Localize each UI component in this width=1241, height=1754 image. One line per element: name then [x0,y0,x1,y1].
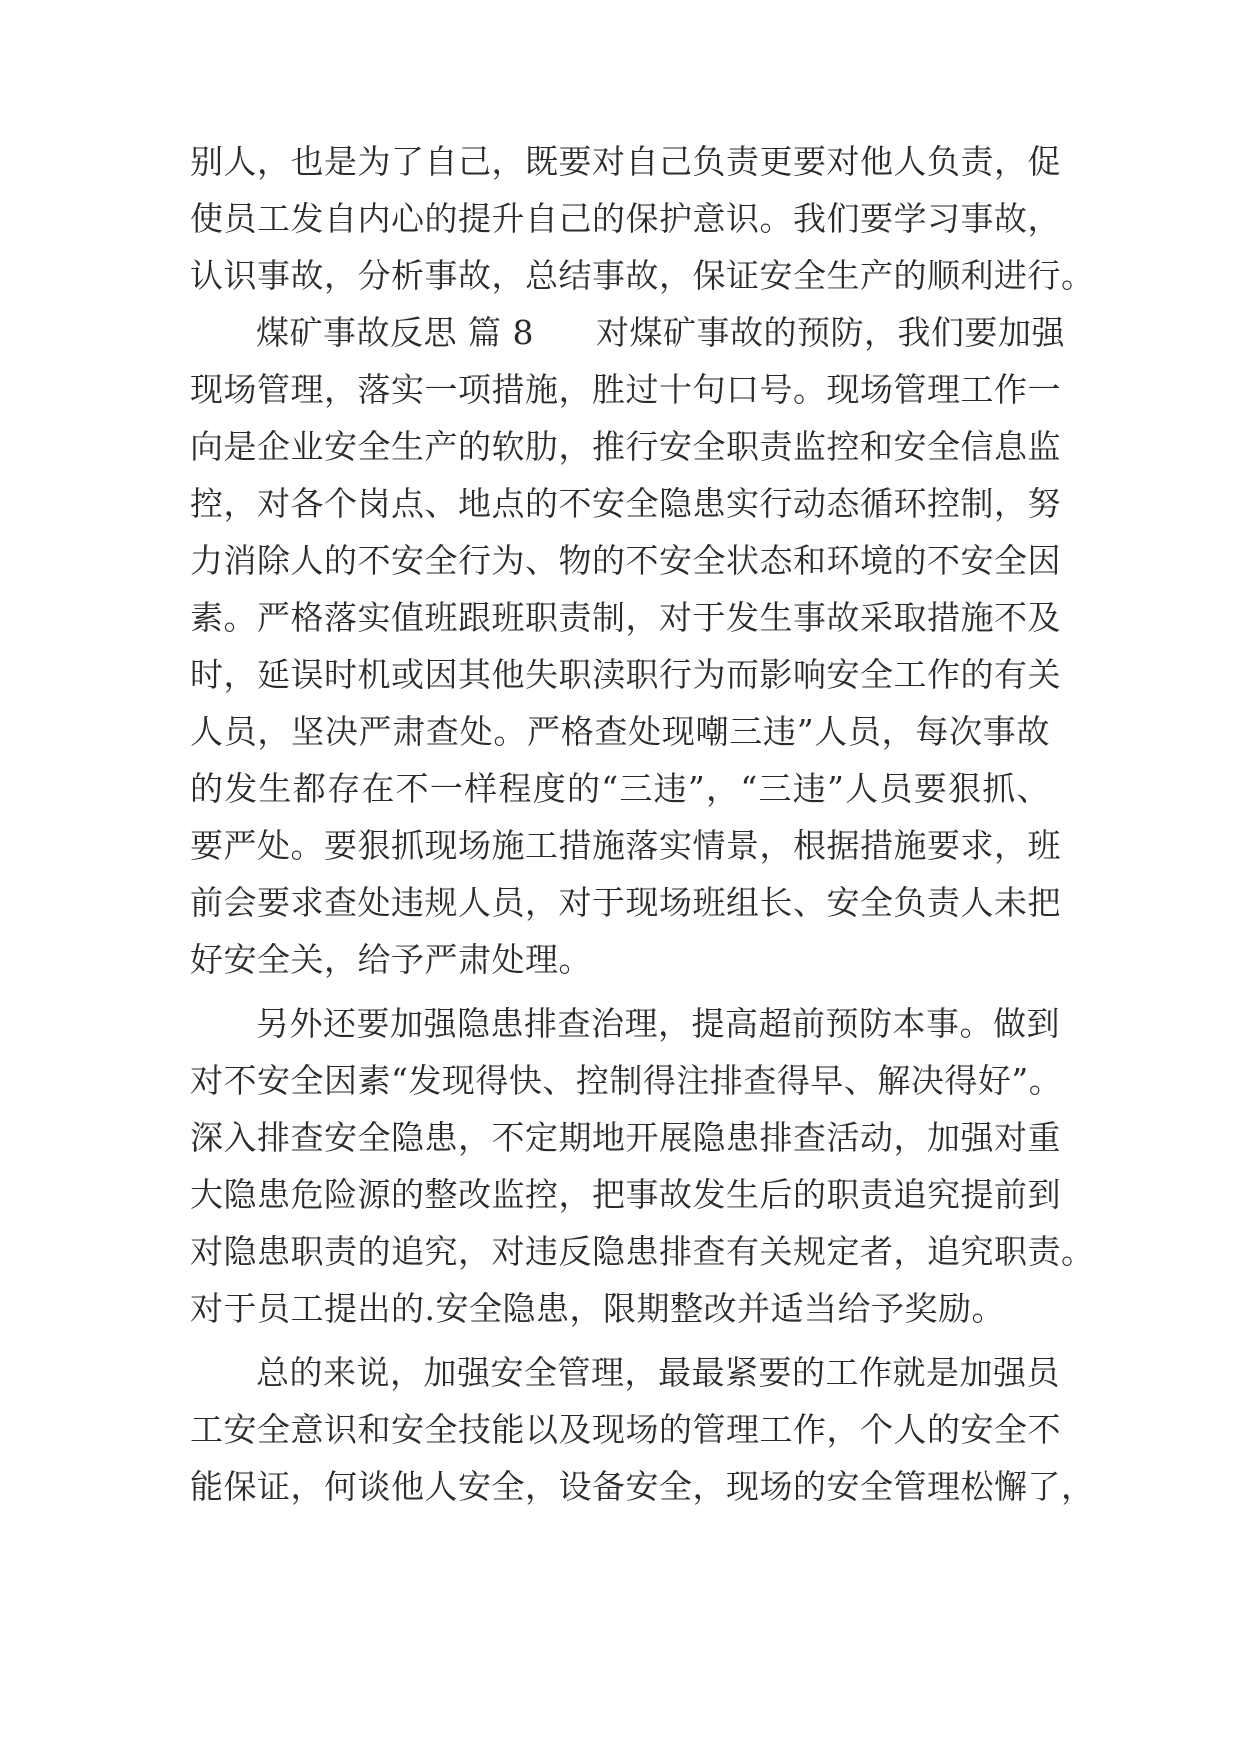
body-line: 深入排查安全隐患，不定期地开展隐患排查活动，加强对重 [190,1118,1061,1157]
body-line: 力消除人的不安全行为、物的不安全状态和环境的不安全因 [190,541,1061,580]
body-line: 能保证，何谈他人安全，设备安全，现场的安全管理松懈了， [190,1467,1095,1506]
body-line: 好安全关，给予严肃处理。 [190,940,592,979]
section-heading: 煤矿事故反思 篇 8 [256,313,534,352]
body-line: 向是企业安全生产的软肋，推行安全职责监控和安全信息监 [190,427,1061,466]
body-line: 要严处。要狠抓现场施工措施落实情景，根据措施要求，班 [190,826,1061,865]
body-line: 别人，也是为了自己，既要对自己负责更要对他人负责，促 [190,142,1061,181]
body-line: 对隐患职责的追究，对违反隐患排查有关规定者，追究职责。 [190,1232,1095,1271]
body-line: 素。严格落实值班跟班职责制，对于发生事故采取措施不及 [190,598,1061,637]
body-line: 时，延误时机或因其他失职渎职行为而影响安全工作的有关 [190,655,1061,694]
section-heading-line [256,304,1065,362]
body-line: 的发生都存在不一样程度的“三违”，“三违”人员要狠抓、 [190,769,1050,808]
body-line: 大隐患危险源的整改监控，把事故发生后的职责追究提前到 [190,1175,1061,1214]
body-line: 对不安全因素“发现得快、控制得注排查得早、解决得好”。 [190,1061,1063,1100]
body-line: 控，对各个岗点、地点的不安全隐患实行动态循环控制，努 [190,484,1061,523]
body-line: 现场管理，落实一项措施，胜过十句口号。现场管理工作一 [190,370,1061,409]
body-line: 前会要求查处违规人员，对于现场班组长、安全负责人未把 [190,883,1061,922]
body-line: 人员，坚决严肃查处。严格查处现嘲三违”人员，每次事故 [190,712,1050,751]
body-line: 另外还要加强隐患排查治理，提高超前预防本事。做到 [256,1004,1060,1043]
body-line: 总的来说，加强安全管理，最最紧要的工作就是加强员 [256,1353,1060,1392]
section-heading-text: 对煤矿事故的预防，我们要加强 [595,313,1065,352]
body-line: 工安全意识和安全技能以及现场的管理工作，个人的安全不 [190,1410,1061,1449]
body-line: 对于员工提出的.安全隐患，限期整改并适当给予奖励。 [190,1289,1005,1328]
body-line: 认识事故，分析事故，总结事故，保证安全生产的顺利进行。 [190,256,1095,295]
body-line: 使员工发自内心的提升自己的保护意识。我们要学习事故， [190,199,1061,238]
